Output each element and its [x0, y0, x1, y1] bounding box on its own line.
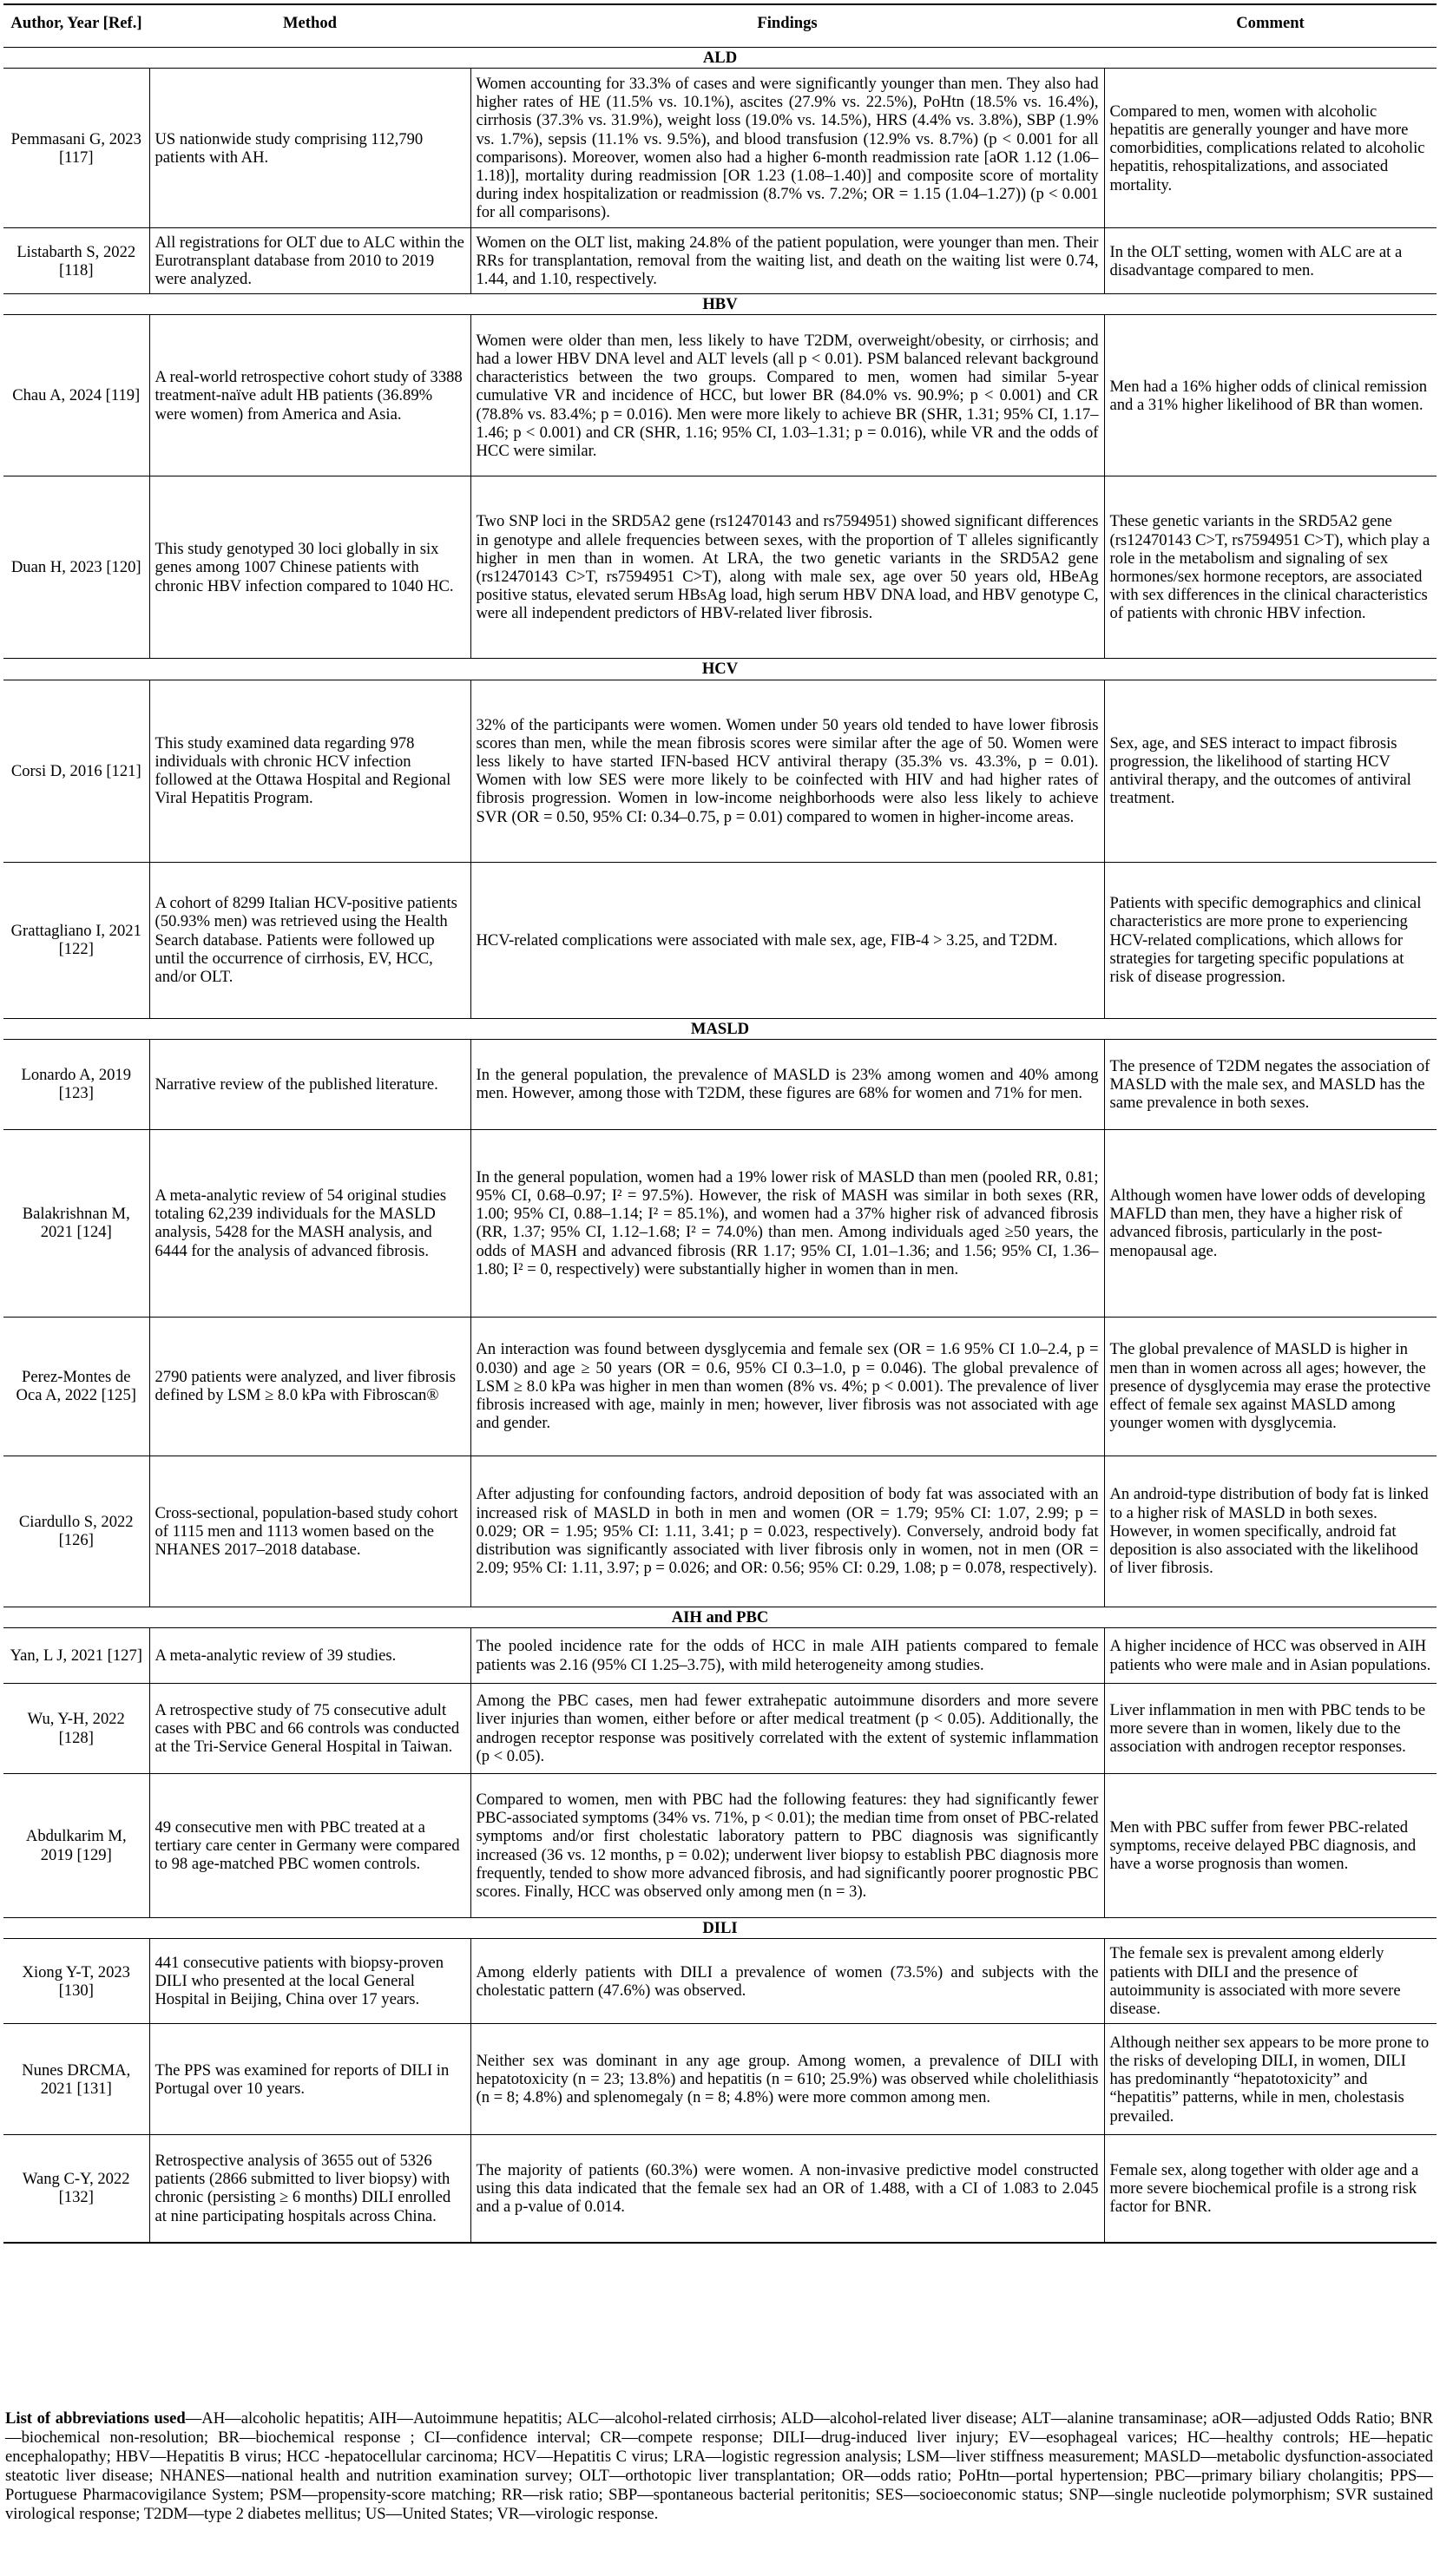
- method-cell: Narrative review of the published literature.: [149, 1039, 470, 1129]
- findings-cell: Among the PBC cases, men had fewer extrahepatic autoimmune disorders and more severe liver injuries than women, either before or after medical treatment (p < 0.05). Additionally, the androgen receptor response was positively correlated with the extent of systemic inflammation (p < 0.05).: [470, 1684, 1104, 1774]
- author-cell: Abdulkarim M, 2019 [129]: [3, 1774, 149, 1918]
- comment-cell: Men with PBC suffer from fewer PBC-related symptoms, receive delayed PBC diagnosis, and have a worse prognosis than women.: [1104, 1774, 1437, 1918]
- header-findings: Findings: [470, 4, 1104, 48]
- table-row: [3, 1774, 1437, 1918]
- author-cell: Corsi D, 2016 [121]: [3, 680, 149, 862]
- section-row-dili: [3, 1918, 1437, 1939]
- author-cell: Listabarth S, 2022 [118]: [3, 228, 149, 294]
- findings-cell: An interaction was found between dysglycemia and female sex (OR = 1.6 95% CI 1.0–2.4, p = 0.030) and age ≥ 50 years (OR = 0.6, 95% CI 0.3–1.0, p = 0.046). The global prevalence of LSM ≥ 8.0 kPa was higher in men than women (8% vs. 4%; p < 0.001). The prevalence of liver fibrosis increased with age, mainly in men; however, liver fibrosis was not associated with age and gender.: [470, 1317, 1104, 1456]
- table-row: [3, 2135, 1437, 2243]
- findings-cell: After adjusting for confounding factors, android deposition of body fat was associated with an increased risk of MASLD in both in men and women (OR = 1.79; 95% CI: 1.07, 2.99; p = 0.029; OR = 1.95; 95% CI: 1.11, 3.41; p = 0.023, respectively). Conversely, android body fat distribution was significantly associated with liver fibrosis only in women, not in men (OR = 2.09; 95% CI: 1.11, 3.97; p = 0.026; and OR: 0.56; 95% CI: 0.29, 1.08; p = 0.078, respectively).: [470, 1456, 1104, 1607]
- comment-cell: These genetic variants in the SRD5A2 gene (rs12470143 C>T, rs7594951 C>T), which play a role in the metabolism and signaling of sex hormones/sex hormone receptors, are associated with sex differences in the clinical characteristics of patients with chronic HBV infection.: [1104, 476, 1437, 659]
- section-row-hbv: [3, 294, 1437, 315]
- comment-cell: Compared to men, women with alcoholic hepatitis are generally younger and have more comorbidities, complications related to alcoholic hepatitis, rehospitalizations, and associated mortality.: [1104, 69, 1437, 228]
- findings-cell: Compared to women, men with PBC had the following features: they had significantly fewer PBC-associated symptoms (34% vs. 71%, p < 0.01); the median time from onset of PBC-related symptoms and/or first cholestatic laboratory pattern to PBC diagnosis was significantly increased (36 vs. 12 months, p = 0.02); underwent liver biopsy to establish PBC diagnosis more frequently, tended to show more advanced fibrosis, and had significantly poorer prognostic PBC scores. Finally, HCC was observed only among men (n = 3).: [470, 1774, 1104, 1918]
- section-title: MASLD: [3, 1018, 1437, 1039]
- findings-table: [3, 3, 1437, 2244]
- table-row: [3, 1684, 1437, 1774]
- section-row-aih-pbc: [3, 1607, 1437, 1627]
- table-row: [3, 680, 1437, 862]
- findings-cell: In the general population, the prevalence of MASLD is 23% among women and 40% among men. However, among those with T2DM, these figures are 68% for women and 71% for men.: [470, 1039, 1104, 1129]
- abbreviations-text: —AH—alcoholic hepatitis; AIH—Autoimmune hepatitis; ALC—alcohol-related cirrhosis; ALD—alcohol-related liver disease; ALT—alanine transaminase; aOR—adjusted Odds Ratio; BNR—biochemical non-resolution; BR—biochemical response ; CI—confidence interval; CR—compete response; DILI—drug-induced liver injury; EV—esophageal varices; HC—healthy controls; HE—hepatic encephalopathy; HBV—Hepatitis B virus; HCC -hepatocellular carcinoma; HCV—Hepatitis C virus; LRA—logistic regression analysis; LSM—liver stiffness measurement; MASLD—metabolic dysfunction-associated steatotic liver disease; NHANES—national health and nutrition examination survey; OLT—orthotopic liver transplantation; OR—odds ratio; PoHtn—portal hypertension; PBC—primary biliary cholangitis; PPS—Portuguese Pharmacovigilance System; PSM—propensity-score matching; RR—risk ratio; SBP—spontaneous bacterial peritonitis; SES—socioeconomic status; SNP—single nucleotide polymorphism; SVR sustained virological response; T2DM—type 2 diabetes mellitus; US—United States; VR—virologic response.: [5, 2409, 1433, 2523]
- findings-cell: Women were older than men, less likely to have T2DM, overweight/obesity, or cirrhosis; and had a lower HBV DNA level and ALT levels (all p < 0.01). PSM balanced relevant background characteristics between the two groups. Compared to men, women had similar 5-year cumulative VR and incidence of HCC, but lower BR (84.0% vs. 90.9%; p < 0.001) and CR (78.8% vs. 83.4%; p = 0.016). Men were more likely to achieve BR (SHR, 1.31; 95% CI, 1.17–1.46; p < 0.001) and CR (SHR, 1.16; 95% CI, 1.03–1.31; p = 0.016), while VR and the odds of HCC were similar.: [470, 315, 1104, 476]
- method-cell: Retrospective analysis of 3655 out of 5326 patients (2866 submitted to liver biopsy) with chronic (persisting ≥ 6 months) DILI enrolled at nine participating hospitals across China.: [149, 2135, 470, 2243]
- table-row: [3, 1317, 1437, 1456]
- author-cell: Yan, L J, 2021 [127]: [3, 1628, 149, 1684]
- method-cell: This study genotyped 30 loci globally in six genes among 1007 Chinese patients with chronic HBV infection compared to 1040 HC.: [149, 476, 470, 659]
- header-comment: Comment: [1104, 4, 1437, 48]
- method-cell: A meta-analytic review of 39 studies.: [149, 1628, 470, 1684]
- table-row: [3, 1456, 1437, 1607]
- method-cell: US nationwide study comprising 112,790 patients with AH.: [149, 69, 470, 228]
- author-cell: Grattagliano I, 2021 [122]: [3, 862, 149, 1018]
- findings-cell: Women accounting for 33.3% of cases and were significantly younger than men. They also had higher rates of HE (11.5% vs. 10.1%), ascites (27.9% vs. 22.5%), PoHtn (18.5% vs. 16.4%), cirrhosis (37.3% vs. 31.9%), weight loss (19.0% vs. 14.5%), HRS (4.4% vs. 3.8%), SBP (1.9% vs. 1.7%), sepsis (11.1% vs. 9.5%), and blood transfusion (12.9% vs. 8.7%) (p < 0.001 for all comparisons). Moreover, women also had a higher 6-month readmission rate [aOR 1.12 (1.06–1.18)], mortality during readmission [OR 1.23 (1.08–1.40)] and composite score of mortality during index hospitalization or readmission (8.7% vs. 7.2%; OR = 1.15 (1.04–1.27)) (p < 0.001 for all comparisons).: [470, 69, 1104, 228]
- method-cell: 49 consecutive men with PBC treated at a tertiary care center in Germany were compared to 98 age-matched PBC women controls.: [149, 1774, 470, 1918]
- method-cell: A retrospective study of 75 consecutive adult cases with PBC and 66 controls was conducted at the Tri-Service General Hospital in Taiwan.: [149, 1684, 470, 1774]
- comment-cell: A higher incidence of HCC was observed in AIH patients who were male and in Asian populations.: [1104, 1628, 1437, 1684]
- comment-cell: Men had a 16% higher odds of clinical remission and a 31% higher likelihood of BR than women.: [1104, 315, 1437, 476]
- author-cell: Perez-Montes de Oca A, 2022 [125]: [3, 1317, 149, 1456]
- abbreviations-label: List of abbreviations used: [5, 2409, 186, 2428]
- findings-cell: 32% of the participants were women. Women under 50 years old tended to have lower fibrosis scores than men, while the mean fibrosis scores were similar after the age of 50. Women were less likely to have started IFN-based HCV antiviral therapy (35.3% vs. 43.3%, p = 0.01). Women with low SES were more likely to be coinfected with HIV and had higher rates of fibrosis progression. Women in low-income neighborhoods were also less likely to achieve SVR (OR = 0.50, 95% CI: 0.34–0.75, p = 0.01) compared to women in higher-income areas.: [470, 680, 1104, 862]
- table-row: [3, 1939, 1437, 2024]
- findings-cell: The pooled incidence rate for the odds of HCC in male AIH patients compared to female patients was 2.16 (95% CI 1.25–3.75), with mild heterogeneity among studies.: [470, 1628, 1104, 1684]
- method-cell: A meta-analytic review of 54 original studies totaling 62,239 individuals for the MASLD analysis, 5428 for the MASH analysis, and 6444 for the analysis of advanced fibrosis.: [149, 1129, 470, 1317]
- section-title: HBV: [3, 294, 1437, 315]
- comment-cell: The female sex is prevalent among elderly patients with DILI and the presence of autoimmunity is associated with more severe disease.: [1104, 1939, 1437, 2024]
- header-method: Method: [149, 4, 470, 48]
- method-cell: A cohort of 8299 Italian HCV-positive patients (50.93% men) was retrieved using the Health Search database. Patients were followed up until the occurrence of cirrhosis, EV, HCC, and/or OLT.: [149, 862, 470, 1018]
- author-cell: Ciardullo S, 2022 [126]: [3, 1456, 149, 1607]
- header-author: Author, Year [Ref.]: [3, 4, 149, 48]
- comment-cell: Although women have lower odds of developing MAFLD than men, they have a higher risk of advanced fibrosis, particularly in the post-menopausal age.: [1104, 1129, 1437, 1317]
- author-cell: Xiong Y-T, 2023 [130]: [3, 1939, 149, 2024]
- section-title: ALD: [3, 48, 1437, 69]
- findings-cell: Among elderly patients with DILI a prevalence of women (73.5%) and subjects with the cholestatic pattern (47.6%) was observed.: [470, 1939, 1104, 2024]
- comment-cell: Patients with specific demographics and clinical characteristics are more prone to experiencing HCV-related complications, which allows for strategies for targeting specific populations at risk of disease progression.: [1104, 862, 1437, 1018]
- abbreviations-footnote: [5, 2409, 1433, 2524]
- comment-cell: Female sex, along together with older age and a more severe biochemical profile is a strong risk factor for BNR.: [1104, 2135, 1437, 2243]
- table-row: [3, 862, 1437, 1018]
- method-cell: 441 consecutive patients with biopsy-proven DILI who presented at the local General Hospital in Beijing, China over 17 years.: [149, 1939, 470, 2024]
- author-cell: Duan H, 2023 [120]: [3, 476, 149, 659]
- method-cell: All registrations for OLT due to ALC within the Eurotransplant database from 2010 to 2019 were analyzed.: [149, 228, 470, 294]
- table-row: [3, 315, 1437, 476]
- table-header-row: [3, 4, 1437, 48]
- table-row: [3, 1129, 1437, 1317]
- author-cell: Pemmasani G, 2023 [117]: [3, 69, 149, 228]
- author-cell: Lonardo A, 2019 [123]: [3, 1039, 149, 1129]
- method-cell: A real-world retrospective cohort study of 3388 treatment-naïve adult HB patients (36.89% were women) from America and Asia.: [149, 315, 470, 476]
- section-title: DILI: [3, 1918, 1437, 1939]
- method-cell: Cross-sectional, population-based study cohort of 1115 men and 1113 women based on the NHANES 2017–2018 database.: [149, 1456, 470, 1607]
- comment-cell: The global prevalence of MASLD is higher in men than in women across all ages; however, the presence of dysglycemia may erase the protective effect of female sex against MASLD among younger women with dysglycemia.: [1104, 1317, 1437, 1456]
- comment-cell: The presence of T2DM negates the association of MASLD with the male sex, and MASLD has the same prevalence in both sexes.: [1104, 1039, 1437, 1129]
- method-cell: The PPS was examined for reports of DILI in Portugal over 10 years.: [149, 2024, 470, 2135]
- findings-cell: HCV-related complications were associated with male sex, age, FIB-4 > 3.25, and T2DM.: [470, 862, 1104, 1018]
- comment-cell: Sex, age, and SES interact to impact fibrosis progression, the likelihood of starting HCV antiviral therapy, and the outcomes of antiviral treatment.: [1104, 680, 1437, 862]
- findings-cell: Women on the OLT list, making 24.8% of the patient population, were younger than men. Their RRs for transplantation, removal from the waiting list, and death on the waiting list were 0.74, 1.44, and 1.10, respectively.: [470, 228, 1104, 294]
- section-row-ald: [3, 48, 1437, 69]
- author-cell: Chau A, 2024 [119]: [3, 315, 149, 476]
- section-row-hcv: [3, 659, 1437, 680]
- section-row-masld: [3, 1018, 1437, 1039]
- findings-cell: The majority of patients (60.3%) were women. A non-invasive predictive model constructed using this data indicated that the female sex had an OR of 1.488, with a CI of 1.083 to 2.045 and a p-value of 0.014.: [470, 2135, 1104, 2243]
- table-row: [3, 228, 1437, 294]
- author-cell: Balakrishnan M, 2021 [124]: [3, 1129, 149, 1317]
- method-cell: 2790 patients were analyzed, and liver fibrosis defined by LSM ≥ 8.0 kPa with Fibroscan®: [149, 1317, 470, 1456]
- findings-cell: Two SNP loci in the SRD5A2 gene (rs12470143 and rs7594951) showed significant differences in genotype and allele frequencies between sexes, with the proportion of T alleles significantly higher in men than in women. At LRA, the two genetic variants in the SRD5A2 gene (rs12470143 C>T, rs7594951 C>T), along with male sex, age over 50 years old, HBeAg positive status, elevated serum HBsAg load, high serum HBV DNA load, and HBV genotype C, were all independent predictors of HBV-related liver fibrosis.: [470, 476, 1104, 659]
- author-cell: Nunes DRCMA, 2021 [131]: [3, 2024, 149, 2135]
- method-cell: This study examined data regarding 978 individuals with chronic HCV infection followed at the Ottawa Hospital and Regional Viral Hepatitis Program.: [149, 680, 470, 862]
- author-cell: Wang C-Y, 2022 [132]: [3, 2135, 149, 2243]
- table-row: [3, 2024, 1437, 2135]
- author-cell: Wu, Y-H, 2022 [128]: [3, 1684, 149, 1774]
- table-row: [3, 476, 1437, 659]
- comment-cell: In the OLT setting, women with ALC are at a disadvantage compared to men.: [1104, 228, 1437, 294]
- section-title: AIH and PBC: [3, 1607, 1437, 1627]
- findings-cell: In the general population, women had a 19% lower risk of MASLD than men (pooled RR, 0.81; 95% CI, 0.68–0.97; I² = 97.5%). However, the risk of MASH was similar in both sexes (RR, 1.00; 95% CI, 0.88–1.14; I² = 85.1%), and women had a 37% higher risk of advanced fibrosis (RR, 1.37; 95% CI, 1.12–1.68; I² = 74.0%) than men. Among individuals aged ≥50 years, the odds of MASH and advanced fibrosis (RR 1.17; 95% CI, 1.01–1.36; and 1.56; 95% CI, 1.36–1.80; I² = 0, respectively) were substantially higher in women than in men.: [470, 1129, 1104, 1317]
- table-row: [3, 69, 1437, 228]
- comment-cell: An android-type distribution of body fat is linked to a higher risk of MASLD in both sexes. However, in women specifically, android fat deposition is also associated with the likelihood of liver fibrosis.: [1104, 1456, 1437, 1607]
- table-row: [3, 1628, 1437, 1684]
- section-title: HCV: [3, 659, 1437, 680]
- comment-cell: Liver inflammation in men with PBC tends to be more severe than in women, likely due to the association with androgen receptor responses.: [1104, 1684, 1437, 1774]
- comment-cell: Although neither sex appears to be more prone to the risks of developing DILI, in women, DILI has predominantly “hepatotoxicity” and “hepatitis” patterns, while in men, cholestasis prevailed.: [1104, 2024, 1437, 2135]
- table-row: [3, 1039, 1437, 1129]
- findings-cell: Neither sex was dominant in any age group. Among women, a prevalence of DILI with hepatotoxicity (n = 23; 13.8%) and hepatitis (n = 610; 25.9%) was observed while cholelithiasis (n = 8; 4.8%) and splenomegaly (n = 8; 4.8%) were more common among men.: [470, 2024, 1104, 2135]
